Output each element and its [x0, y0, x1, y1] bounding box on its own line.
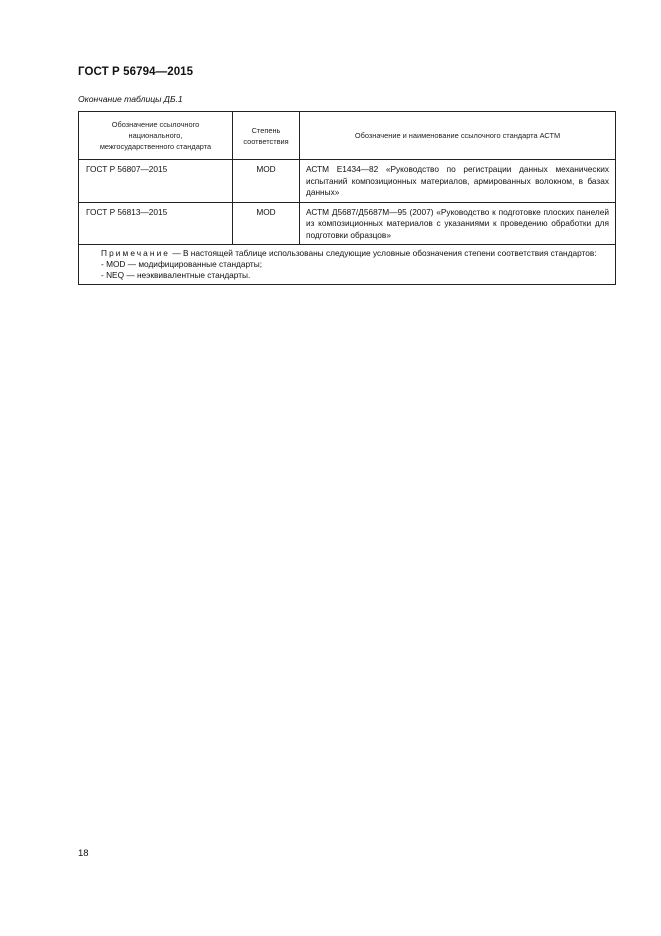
note-item-neq: - NEQ — неэквивалентные стандарты.: [101, 270, 251, 280]
page-number: 18: [78, 848, 89, 859]
table-header-row: [79, 112, 616, 160]
note-body: — В настоящей таблице использованы следующие условные обозначения степени соответствия стандартов:: [170, 248, 597, 258]
document-title: ГОСТ Р 56794—2015: [78, 66, 194, 78]
note-prefix: Примечание: [101, 248, 171, 258]
cell-astm: АСТМ Д5687/Д5687М—95 (2007) «Руководство к подготовке плоских панелей из композиционных материалов с указаниями к проведению обработки для подготовки образцов»: [300, 202, 616, 245]
table-row: [79, 202, 616, 245]
note-item-mod: - MOD — модифицированные стандарты;: [101, 259, 263, 269]
cell-degree: MOD: [233, 160, 300, 203]
cell-standard: ГОСТ Р 56813—2015: [79, 202, 233, 245]
cell-standard: ГОСТ Р 56807—2015: [79, 160, 233, 203]
reference-standards-table: [78, 111, 616, 285]
header-astm-standard: Обозначение и наименование ссылочного стандарта АСТМ: [300, 112, 616, 160]
table-note: [79, 245, 616, 285]
table-row: [79, 160, 616, 203]
header-degree: Степень соответствия: [233, 112, 300, 160]
cell-astm: АСТМ Е1434—82 «Руководство по регистрации данных механических испытаний композиционных материалов, армированных волокном, в базах данных»: [300, 160, 616, 203]
table-caption: Окончание таблицы ДБ.1: [78, 94, 183, 104]
note-text: [87, 248, 609, 259]
header-national-standard: Обозначение ссылочного национального, межгосударственного стандарта: [79, 112, 233, 160]
cell-degree: MOD: [233, 202, 300, 245]
table-note-row: [79, 245, 616, 285]
